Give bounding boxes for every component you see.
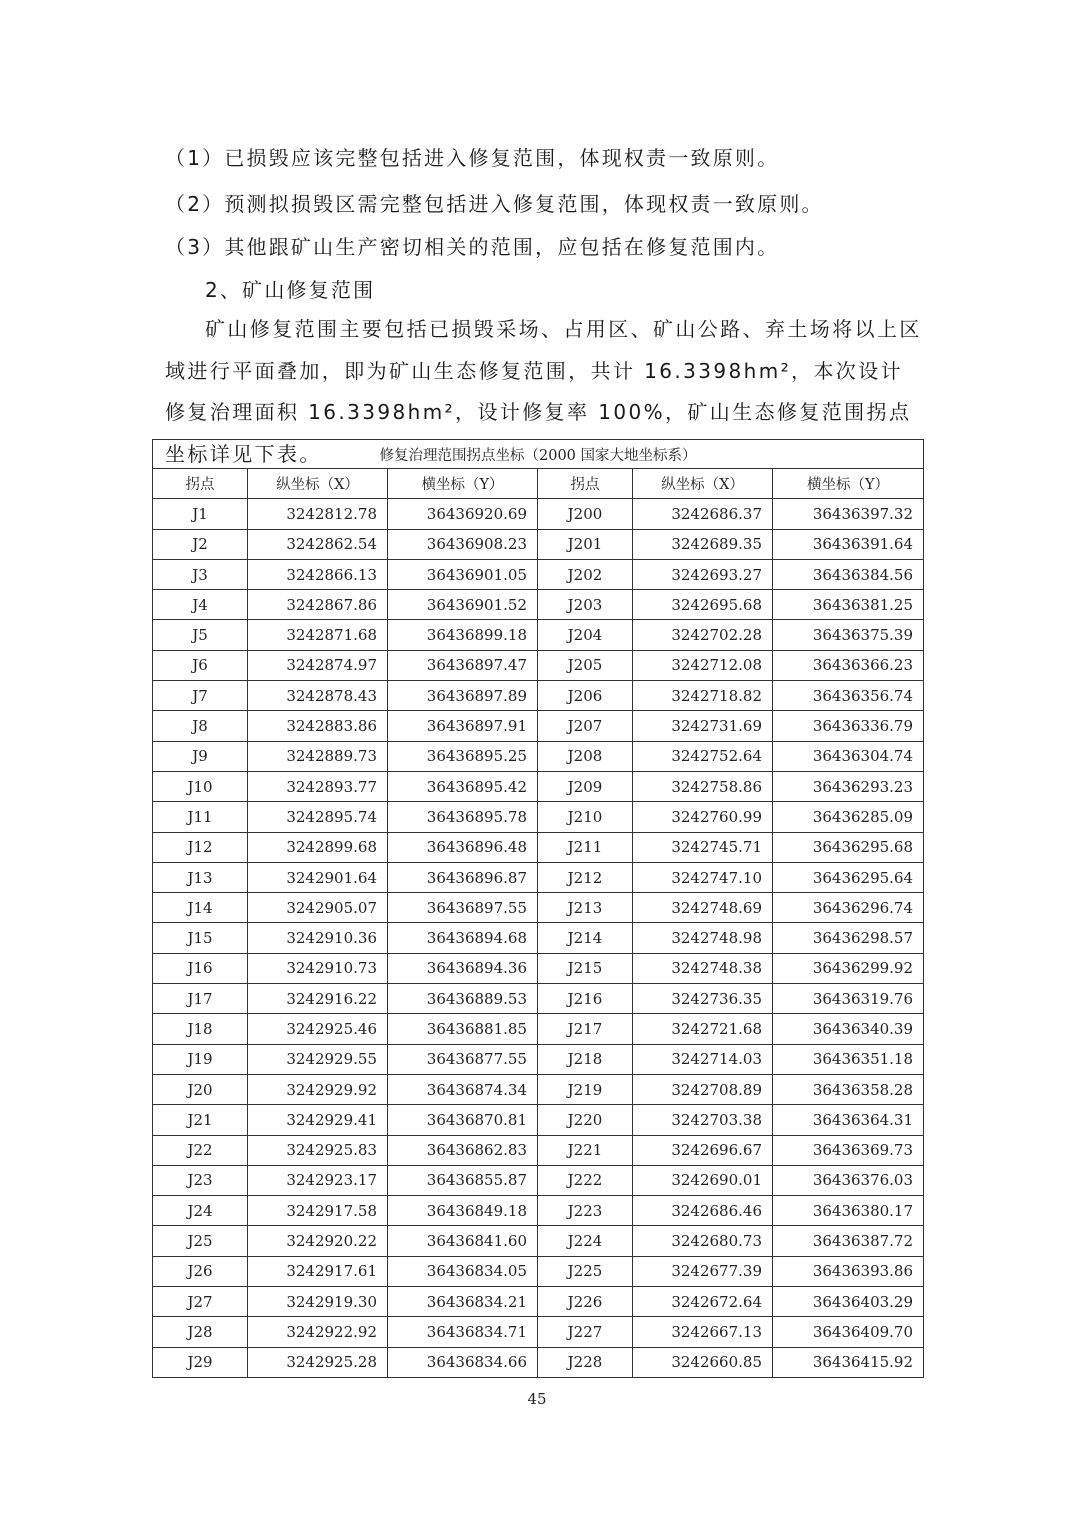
point-id-cell: J27 xyxy=(153,1287,248,1317)
point-id-cell: J22 xyxy=(153,1135,248,1165)
point-id-cell: J8 xyxy=(153,711,248,741)
y-coordinate-cell: 36436366.23 xyxy=(773,650,924,680)
point-id-cell: J3 xyxy=(153,559,248,589)
point-id-cell: J15 xyxy=(153,923,248,953)
y-coordinate-cell: 36436834.66 xyxy=(388,1347,538,1377)
y-coordinate-cell: 36436295.64 xyxy=(773,862,924,892)
point-id-cell: J17 xyxy=(153,984,248,1014)
x-coordinate-cell: 3242760.99 xyxy=(633,802,773,832)
point-id-cell: J9 xyxy=(153,741,248,771)
point-id-cell: J1 xyxy=(153,499,248,529)
point-id-cell: J216 xyxy=(538,984,633,1014)
point-id-cell: J14 xyxy=(153,893,248,923)
y-coordinate-cell: 36436920.69 xyxy=(388,499,538,529)
point-id-cell: J222 xyxy=(538,1165,633,1195)
point-id-cell: J212 xyxy=(538,862,633,892)
table-row xyxy=(153,1074,924,1104)
x-coordinate-cell: 3242667.13 xyxy=(633,1317,773,1347)
point-id-cell: J5 xyxy=(153,620,248,650)
point-id-cell: J6 xyxy=(153,650,248,680)
point-id-cell: J12 xyxy=(153,832,248,862)
x-coordinate-cell: 3242916.22 xyxy=(248,984,388,1014)
x-coordinate-cell: 3242696.67 xyxy=(633,1135,773,1165)
y-coordinate-cell: 36436375.39 xyxy=(773,620,924,650)
x-coordinate-cell: 3242929.41 xyxy=(248,1105,388,1135)
y-coordinate-cell: 36436296.74 xyxy=(773,893,924,923)
point-id-cell: J217 xyxy=(538,1014,633,1044)
y-coordinate-cell: 36436881.85 xyxy=(388,1014,538,1044)
table-row xyxy=(153,741,924,771)
y-coordinate-cell: 36436340.39 xyxy=(773,1014,924,1044)
point-id-cell: J208 xyxy=(538,741,633,771)
paragraph-item-2: （2）预测拟损毁区需完整包括进入修复范围，体现权责一致原则。 xyxy=(165,192,824,216)
section-heading: 2、矿山修复范围 xyxy=(205,278,376,302)
table-row xyxy=(153,529,924,559)
point-id-cell: J203 xyxy=(538,590,633,620)
x-coordinate-cell: 3242812.78 xyxy=(248,499,388,529)
point-id-cell: J207 xyxy=(538,711,633,741)
point-id-cell: J226 xyxy=(538,1287,633,1317)
y-coordinate-cell: 36436298.57 xyxy=(773,923,924,953)
y-coordinate-cell: 36436895.78 xyxy=(388,802,538,832)
y-coordinate-cell: 36436387.72 xyxy=(773,1226,924,1256)
x-coordinate-cell: 3242677.39 xyxy=(633,1256,773,1286)
point-id-cell: J28 xyxy=(153,1317,248,1347)
table-row xyxy=(153,1347,924,1377)
table-body xyxy=(153,499,924,1378)
x-coordinate-cell: 3242910.36 xyxy=(248,923,388,953)
x-coordinate-cell: 3242862.54 xyxy=(248,529,388,559)
y-coordinate-cell: 36436358.28 xyxy=(773,1074,924,1104)
x-coordinate-cell: 3242920.22 xyxy=(248,1226,388,1256)
y-coordinate-cell: 36436295.68 xyxy=(773,832,924,862)
x-coordinate-cell: 3242680.73 xyxy=(633,1226,773,1256)
y-coordinate-cell: 36436895.25 xyxy=(388,741,538,771)
x-coordinate-cell: 3242923.17 xyxy=(248,1165,388,1195)
point-id-cell: J227 xyxy=(538,1317,633,1347)
y-coordinate-cell: 36436908.23 xyxy=(388,529,538,559)
point-id-cell: J29 xyxy=(153,1347,248,1377)
point-id-cell: J214 xyxy=(538,923,633,953)
y-coordinate-cell: 36436351.18 xyxy=(773,1044,924,1074)
x-coordinate-cell: 3242874.97 xyxy=(248,650,388,680)
table-row xyxy=(153,953,924,983)
x-coordinate-cell: 3242866.13 xyxy=(248,559,388,589)
y-coordinate-cell: 36436285.09 xyxy=(773,802,924,832)
header-point-1: 拐点 xyxy=(153,469,248,499)
point-id-cell: J209 xyxy=(538,771,633,801)
x-coordinate-cell: 3242747.10 xyxy=(633,862,773,892)
x-coordinate-cell: 3242929.55 xyxy=(248,1044,388,1074)
header-point-2: 拐点 xyxy=(538,469,633,499)
point-id-cell: J211 xyxy=(538,832,633,862)
y-coordinate-cell: 36436870.81 xyxy=(388,1105,538,1135)
x-coordinate-cell: 3242745.71 xyxy=(633,832,773,862)
x-coordinate-cell: 3242721.68 xyxy=(633,1014,773,1044)
table-row xyxy=(153,1317,924,1347)
x-coordinate-cell: 3242708.89 xyxy=(633,1074,773,1104)
header-y-2: 横坐标（Y） xyxy=(773,469,924,499)
y-coordinate-cell: 36436834.05 xyxy=(388,1256,538,1286)
x-coordinate-cell: 3242929.92 xyxy=(248,1074,388,1104)
y-coordinate-cell: 36436403.29 xyxy=(773,1287,924,1317)
point-id-cell: J21 xyxy=(153,1105,248,1135)
table-row xyxy=(153,923,924,953)
table-row xyxy=(153,984,924,1014)
coordinate-table xyxy=(152,439,924,1378)
point-id-cell: J201 xyxy=(538,529,633,559)
y-coordinate-cell: 36436897.91 xyxy=(388,711,538,741)
x-coordinate-cell: 3242925.28 xyxy=(248,1347,388,1377)
y-coordinate-cell: 36436897.55 xyxy=(388,893,538,923)
y-coordinate-cell: 36436899.18 xyxy=(388,620,538,650)
x-coordinate-cell: 3242758.86 xyxy=(633,771,773,801)
y-coordinate-cell: 36436380.17 xyxy=(773,1196,924,1226)
table-row xyxy=(153,650,924,680)
x-coordinate-cell: 3242686.37 xyxy=(633,499,773,529)
table-row xyxy=(153,590,924,620)
table-row xyxy=(153,771,924,801)
point-id-cell: J215 xyxy=(538,953,633,983)
y-coordinate-cell: 36436369.73 xyxy=(773,1135,924,1165)
y-coordinate-cell: 36436897.47 xyxy=(388,650,538,680)
point-id-cell: J10 xyxy=(153,771,248,801)
x-coordinate-cell: 3242899.68 xyxy=(248,832,388,862)
table-row xyxy=(153,1105,924,1135)
point-id-cell: J2 xyxy=(153,529,248,559)
y-coordinate-cell: 36436356.74 xyxy=(773,681,924,711)
table-row xyxy=(153,1226,924,1256)
table-row xyxy=(153,1256,924,1286)
x-coordinate-cell: 3242693.27 xyxy=(633,559,773,589)
y-coordinate-cell: 36436376.03 xyxy=(773,1165,924,1195)
y-coordinate-cell: 36436393.86 xyxy=(773,1256,924,1286)
x-coordinate-cell: 3242922.92 xyxy=(248,1317,388,1347)
x-coordinate-cell: 3242690.01 xyxy=(633,1165,773,1195)
x-coordinate-cell: 3242748.98 xyxy=(633,923,773,953)
y-coordinate-cell: 36436834.21 xyxy=(388,1287,538,1317)
x-coordinate-cell: 3242748.69 xyxy=(633,893,773,923)
y-coordinate-cell: 36436849.18 xyxy=(388,1196,538,1226)
y-coordinate-cell: 36436381.25 xyxy=(773,590,924,620)
table-row xyxy=(153,681,924,711)
x-coordinate-cell: 3242686.46 xyxy=(633,1196,773,1226)
x-coordinate-cell: 3242867.86 xyxy=(248,590,388,620)
y-coordinate-cell: 36436391.64 xyxy=(773,529,924,559)
point-id-cell: J225 xyxy=(538,1256,633,1286)
y-coordinate-cell: 36436397.32 xyxy=(773,499,924,529)
point-id-cell: J206 xyxy=(538,681,633,711)
x-coordinate-cell: 3242895.74 xyxy=(248,802,388,832)
point-id-cell: J16 xyxy=(153,953,248,983)
paragraph-item-1: （1）已损毁应该完整包括进入修复范围，体现权责一致原则。 xyxy=(165,146,780,170)
x-coordinate-cell: 3242925.46 xyxy=(248,1014,388,1044)
x-coordinate-cell: 3242925.83 xyxy=(248,1135,388,1165)
x-coordinate-cell: 3242714.03 xyxy=(633,1044,773,1074)
point-id-cell: J19 xyxy=(153,1044,248,1074)
x-coordinate-cell: 3242878.43 xyxy=(248,681,388,711)
table-row xyxy=(153,1014,924,1044)
table-row xyxy=(153,832,924,862)
x-coordinate-cell: 3242712.08 xyxy=(633,650,773,680)
y-coordinate-cell: 36436855.87 xyxy=(388,1165,538,1195)
point-id-cell: J26 xyxy=(153,1256,248,1286)
x-coordinate-cell: 3242736.35 xyxy=(633,984,773,1014)
y-coordinate-cell: 36436897.89 xyxy=(388,681,538,711)
x-coordinate-cell: 3242917.58 xyxy=(248,1196,388,1226)
point-id-cell: J204 xyxy=(538,620,633,650)
point-id-cell: J210 xyxy=(538,802,633,832)
x-coordinate-cell: 3242689.35 xyxy=(633,529,773,559)
y-coordinate-cell: 36436319.76 xyxy=(773,984,924,1014)
y-coordinate-cell: 36436896.87 xyxy=(388,862,538,892)
table-row xyxy=(153,1165,924,1195)
x-coordinate-cell: 3242702.28 xyxy=(633,620,773,650)
x-coordinate-cell: 3242910.73 xyxy=(248,953,388,983)
point-id-cell: J23 xyxy=(153,1165,248,1195)
point-id-cell: J218 xyxy=(538,1044,633,1074)
y-coordinate-cell: 36436889.53 xyxy=(388,984,538,1014)
y-coordinate-cell: 36436874.34 xyxy=(388,1074,538,1104)
table-row xyxy=(153,559,924,589)
point-id-cell: J213 xyxy=(538,893,633,923)
point-id-cell: J221 xyxy=(538,1135,633,1165)
y-coordinate-cell: 36436293.23 xyxy=(773,771,924,801)
x-coordinate-cell: 3242695.68 xyxy=(633,590,773,620)
header-x-1: 纵坐标（X） xyxy=(248,469,388,499)
y-coordinate-cell: 36436834.71 xyxy=(388,1317,538,1347)
paragraph-item-3: （3）其他跟矿山生产密切相关的范围，应包括在修复范围内。 xyxy=(165,235,780,259)
table-row xyxy=(153,1135,924,1165)
point-id-cell: J13 xyxy=(153,862,248,892)
x-coordinate-cell: 3242660.85 xyxy=(633,1347,773,1377)
table-row xyxy=(153,1044,924,1074)
point-id-cell: J219 xyxy=(538,1074,633,1104)
point-id-cell: J205 xyxy=(538,650,633,680)
y-coordinate-cell: 36436304.74 xyxy=(773,741,924,771)
point-id-cell: J200 xyxy=(538,499,633,529)
x-coordinate-cell: 3242889.73 xyxy=(248,741,388,771)
point-id-cell: J18 xyxy=(153,1014,248,1044)
y-coordinate-cell: 36436894.36 xyxy=(388,953,538,983)
table-row xyxy=(153,1196,924,1226)
point-id-cell: J4 xyxy=(153,590,248,620)
x-coordinate-cell: 3242883.86 xyxy=(248,711,388,741)
x-coordinate-cell: 3242893.77 xyxy=(248,771,388,801)
table-caption: 修复治理范围拐点坐标（2000 国家大地坐标系） xyxy=(153,440,924,469)
point-id-cell: J220 xyxy=(538,1105,633,1135)
y-coordinate-cell: 36436336.79 xyxy=(773,711,924,741)
x-coordinate-cell: 3242871.68 xyxy=(248,620,388,650)
y-coordinate-cell: 36436409.70 xyxy=(773,1317,924,1347)
page-number: 45 xyxy=(527,1390,547,1408)
y-coordinate-cell: 36436841.60 xyxy=(388,1226,538,1256)
header-y-1: 横坐标（Y） xyxy=(388,469,538,499)
table-row xyxy=(153,862,924,892)
table-row xyxy=(153,620,924,650)
point-id-cell: J11 xyxy=(153,802,248,832)
point-id-cell: J7 xyxy=(153,681,248,711)
y-coordinate-cell: 36436901.52 xyxy=(388,590,538,620)
body-paragraph: 矿山修复范围主要包括已损毁采场、占用区、矿山公路、弃土场将以上区域进行平面叠加，即为矿山生态修复范围，共计 16.3398hm²，本次设计修复治理面积 16.3398hm²，设计修复率 100%，矿山生态修复范围拐点坐标详见下表。 xyxy=(165,317,922,466)
y-coordinate-cell: 36436877.55 xyxy=(388,1044,538,1074)
y-coordinate-cell: 36436901.05 xyxy=(388,559,538,589)
x-coordinate-cell: 3242672.64 xyxy=(633,1287,773,1317)
table-row xyxy=(153,499,924,529)
table-row xyxy=(153,711,924,741)
point-id-cell: J25 xyxy=(153,1226,248,1256)
y-coordinate-cell: 36436299.92 xyxy=(773,953,924,983)
y-coordinate-cell: 36436894.68 xyxy=(388,923,538,953)
x-coordinate-cell: 3242917.61 xyxy=(248,1256,388,1286)
point-id-cell: J202 xyxy=(538,559,633,589)
y-coordinate-cell: 36436862.83 xyxy=(388,1135,538,1165)
x-coordinate-cell: 3242731.69 xyxy=(633,711,773,741)
header-x-2: 纵坐标（X） xyxy=(633,469,773,499)
point-id-cell: J224 xyxy=(538,1226,633,1256)
point-id-cell: J228 xyxy=(538,1347,633,1377)
x-coordinate-cell: 3242901.64 xyxy=(248,862,388,892)
x-coordinate-cell: 3242905.07 xyxy=(248,893,388,923)
point-id-cell: J24 xyxy=(153,1196,248,1226)
y-coordinate-cell: 36436384.56 xyxy=(773,559,924,589)
point-id-cell: J20 xyxy=(153,1074,248,1104)
y-coordinate-cell: 36436415.92 xyxy=(773,1347,924,1377)
y-coordinate-cell: 36436896.48 xyxy=(388,832,538,862)
x-coordinate-cell: 3242752.64 xyxy=(633,741,773,771)
x-coordinate-cell: 3242919.30 xyxy=(248,1287,388,1317)
y-coordinate-cell: 36436364.31 xyxy=(773,1105,924,1135)
x-coordinate-cell: 3242718.82 xyxy=(633,681,773,711)
table-row xyxy=(153,1287,924,1317)
y-coordinate-cell: 36436895.42 xyxy=(388,771,538,801)
table-row xyxy=(153,893,924,923)
table-row xyxy=(153,802,924,832)
point-id-cell: J223 xyxy=(538,1196,633,1226)
x-coordinate-cell: 3242748.38 xyxy=(633,953,773,983)
x-coordinate-cell: 3242703.38 xyxy=(633,1105,773,1135)
